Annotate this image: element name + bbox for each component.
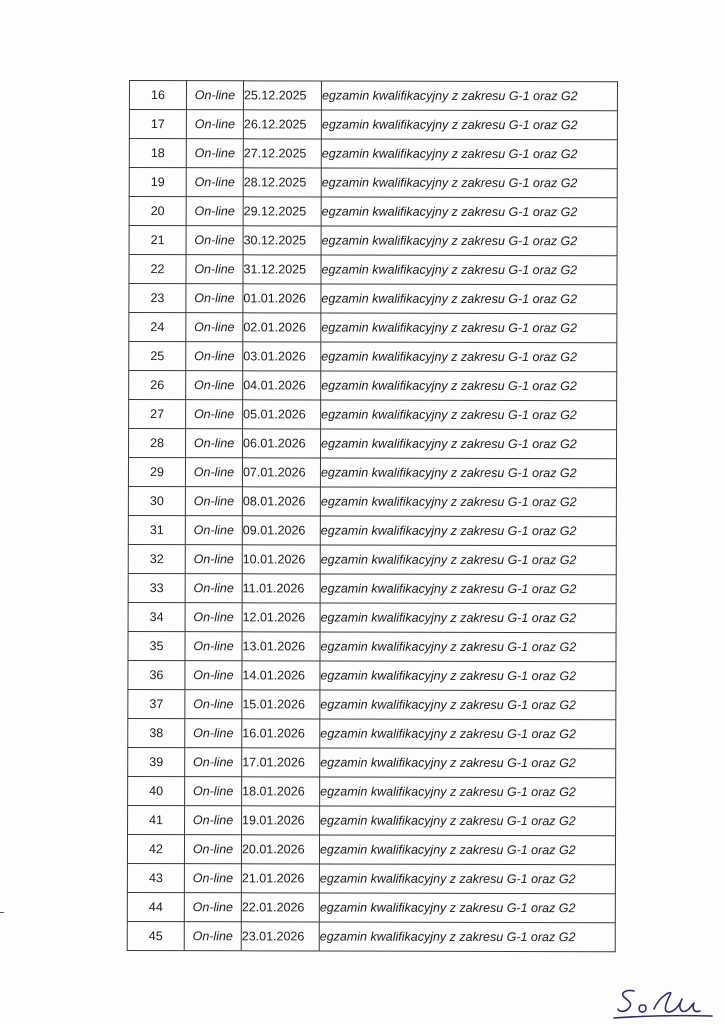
row-number: 22: [129, 255, 186, 284]
exam-date: 03.01.2026: [243, 342, 321, 371]
table-row: [128, 747, 616, 777]
row-number: 32: [128, 544, 185, 573]
exam-description: egzamin kwalifikacyjny z zakresu G-1 oraz G2: [319, 893, 615, 923]
exam-mode: On-line: [186, 371, 243, 400]
exam-mode: On-line: [185, 806, 242, 835]
exam-date: 04.01.2026: [243, 371, 321, 400]
table-row: [129, 226, 617, 256]
exam-description: egzamin kwalifikacyjny z zakresu G-1 oraz G2: [319, 835, 615, 865]
row-number: 40: [128, 776, 185, 805]
table-row: [128, 544, 616, 574]
exam-date: 28.12.2025: [243, 168, 321, 197]
exam-date: 15.01.2026: [242, 690, 320, 719]
exam-mode: On-line: [185, 661, 242, 690]
table-row: [129, 400, 617, 430]
exam-date: 29.12.2025: [243, 197, 321, 226]
exam-description: egzamin kwalifikacyjny z zakresu G-1 oraz G2: [320, 487, 616, 517]
row-number: 27: [129, 400, 186, 429]
row-number: 45: [127, 921, 184, 950]
exam-date: 14.01.2026: [242, 661, 320, 690]
table-row: [128, 805, 616, 835]
table-row: [129, 342, 617, 372]
exam-mode: On-line: [186, 429, 243, 458]
exam-description: egzamin kwalifikacyjny z zakresu G-1 oraz G2: [320, 719, 616, 749]
exam-mode: On-line: [186, 342, 243, 371]
exam-mode: On-line: [185, 719, 242, 748]
exam-date: 11.01.2026: [242, 574, 320, 603]
exam-mode: On-line: [185, 603, 242, 632]
exam-mode: On-line: [184, 893, 241, 922]
exam-date: 22.01.2026: [241, 893, 319, 922]
row-number: 36: [128, 660, 185, 689]
exam-date: 05.01.2026: [243, 400, 321, 429]
exam-date: 09.01.2026: [242, 516, 320, 545]
row-number: 26: [129, 371, 186, 400]
table-row: [129, 168, 617, 198]
exam-description: egzamin kwalifikacyjny z zakresu G-1 oraz G2: [321, 371, 617, 401]
exam-date: 02.01.2026: [243, 313, 321, 342]
exam-mode: On-line: [186, 139, 243, 168]
exam-mode: On-line: [184, 835, 241, 864]
row-number: 18: [129, 139, 186, 168]
table-row: [128, 718, 616, 748]
exam-description: egzamin kwalifikacyjny z zakresu G-1 oraz G2: [320, 777, 616, 807]
exam-description: egzamin kwalifikacyjny z zakresu G-1 oraz G2: [320, 748, 616, 778]
exam-date: 06.01.2026: [243, 429, 321, 458]
exam-mode: On-line: [184, 922, 241, 951]
exam-description: egzamin kwalifikacyjny z zakresu G-1 oraz G2: [319, 864, 615, 894]
row-number: 42: [127, 834, 184, 863]
table-row: [129, 371, 617, 401]
exam-description: egzamin kwalifikacyjny z zakresu G-1 oraz G2: [320, 690, 616, 720]
exam-date: 18.01.2026: [242, 777, 320, 806]
row-number: 38: [128, 718, 185, 747]
exam-description: egzamin kwalifikacyjny z zakresu G-1 oraz G2: [320, 806, 616, 836]
table-row: [128, 602, 616, 632]
exam-date: 12.01.2026: [242, 603, 320, 632]
exam-description: egzamin kwalifikacyjny z zakresu G-1 oraz G2: [321, 110, 617, 140]
row-number: 31: [128, 515, 185, 544]
row-number: 16: [129, 81, 186, 110]
exam-date: 01.01.2026: [243, 284, 321, 313]
exam-date: 27.12.2025: [243, 139, 321, 168]
handwritten-signature: [612, 985, 717, 1021]
row-number: 25: [129, 342, 186, 371]
exam-description: egzamin kwalifikacyjny z zakresu G-1 oraz G2: [321, 284, 617, 314]
table-row: [129, 110, 617, 140]
exam-description: egzamin kwalifikacyjny z zakresu G-1 oraz G2: [320, 516, 616, 546]
scan-edge-mark: [0, 912, 4, 913]
table-row: [129, 429, 617, 459]
table-row: [128, 515, 616, 545]
exam-description: egzamin kwalifikacyjny z zakresu G-1 oraz G2: [320, 545, 616, 575]
exam-mode: On-line: [184, 864, 241, 893]
row-number: 43: [127, 863, 184, 892]
exam-schedule-body: [127, 81, 617, 952]
table-row: [127, 863, 615, 893]
table-row: [129, 139, 617, 169]
exam-description: egzamin kwalifikacyjny z zakresu G-1 oraz G2: [321, 313, 617, 343]
table-row: [127, 892, 615, 922]
exam-date: 07.01.2026: [242, 458, 320, 487]
exam-description: egzamin kwalifikacyjny z zakresu G-1 oraz G2: [321, 197, 617, 227]
exam-description: egzamin kwalifikacyjny z zakresu G-1 oraz G2: [321, 139, 617, 169]
exam-mode: On-line: [186, 226, 243, 255]
exam-date: 17.01.2026: [242, 748, 320, 777]
exam-date: 13.01.2026: [242, 632, 320, 661]
exam-mode: On-line: [185, 458, 242, 487]
exam-mode: On-line: [185, 632, 242, 661]
exam-description: egzamin kwalifikacyjny z zakresu G-1 oraz G2: [320, 632, 616, 662]
table-row: [128, 776, 616, 806]
row-number: 41: [128, 805, 185, 834]
exam-mode: On-line: [186, 400, 243, 429]
table-row: [128, 689, 616, 719]
exam-description: egzamin kwalifikacyjny z zakresu G-1 oraz G2: [321, 226, 617, 256]
row-number: 29: [128, 458, 185, 487]
exam-description: egzamin kwalifikacyjny z zakresu G-1 oraz G2: [319, 922, 615, 952]
row-number: 37: [128, 689, 185, 718]
table-row: [129, 81, 617, 111]
table-row: [129, 284, 617, 314]
exam-description: egzamin kwalifikacyjny z zakresu G-1 oraz G2: [321, 168, 617, 198]
table-row: [128, 573, 616, 603]
exam-description: egzamin kwalifikacyjny z zakresu G-1 oraz G2: [321, 342, 617, 372]
exam-date: 19.01.2026: [242, 806, 320, 835]
exam-date: 08.01.2026: [242, 487, 320, 516]
table-row: [128, 631, 616, 661]
row-number: 17: [129, 110, 186, 139]
exam-date: 31.12.2025: [243, 255, 321, 284]
exam-mode: On-line: [185, 516, 242, 545]
exam-mode: On-line: [186, 197, 243, 226]
exam-mode: On-line: [186, 284, 243, 313]
exam-mode: On-line: [186, 255, 243, 284]
exam-mode: On-line: [185, 748, 242, 777]
exam-description: egzamin kwalifikacyjny z zakresu G-1 oraz G2: [321, 400, 617, 430]
exam-date: 23.01.2026: [241, 922, 319, 951]
table-row: [129, 313, 617, 343]
row-number: 33: [128, 573, 185, 602]
table-row: [129, 255, 617, 285]
exam-mode: On-line: [186, 168, 243, 197]
exam-date: 16.01.2026: [242, 719, 320, 748]
exam-mode: On-line: [186, 110, 243, 139]
exam-description: egzamin kwalifikacyjny z zakresu G-1 oraz G2: [321, 255, 617, 285]
exam-mode: On-line: [185, 690, 242, 719]
exam-mode: On-line: [185, 777, 242, 806]
table-row: [128, 660, 616, 690]
exam-date: 30.12.2025: [243, 226, 321, 255]
table-row: [128, 458, 616, 488]
row-number: 35: [128, 631, 185, 660]
exam-description: egzamin kwalifikacyjny z zakresu G-1 oraz G2: [320, 574, 616, 604]
table-row: [128, 486, 616, 516]
exam-description: egzamin kwalifikacyjny z zakresu G-1 oraz G2: [320, 661, 616, 691]
exam-mode: On-line: [186, 81, 243, 110]
exam-mode: On-line: [185, 574, 242, 603]
row-number: 44: [127, 892, 184, 921]
exam-mode: On-line: [186, 313, 243, 342]
row-number: 24: [129, 313, 186, 342]
exam-mode: On-line: [185, 487, 242, 516]
exam-date: 21.01.2026: [241, 864, 319, 893]
table-row: [127, 921, 615, 951]
row-number: 34: [128, 602, 185, 631]
exam-date: 10.01.2026: [242, 545, 320, 574]
exam-schedule-table: [127, 80, 618, 952]
row-number: 28: [129, 429, 186, 458]
row-number: 21: [129, 226, 186, 255]
exam-description: egzamin kwalifikacyjny z zakresu G-1 oraz G2: [321, 81, 617, 111]
exam-description: egzamin kwalifikacyjny z zakresu G-1 oraz G2: [320, 458, 616, 488]
row-number: 30: [128, 486, 185, 515]
exam-description: egzamin kwalifikacyjny z zakresu G-1 oraz G2: [320, 603, 616, 633]
exam-date: 25.12.2025: [243, 81, 321, 110]
row-number: 39: [128, 747, 185, 776]
exam-date: 26.12.2025: [243, 110, 321, 139]
table-row: [127, 834, 615, 864]
row-number: 20: [129, 197, 186, 226]
exam-date: 20.01.2026: [241, 835, 319, 864]
exam-mode: On-line: [185, 545, 242, 574]
table-row: [129, 197, 617, 227]
row-number: 19: [129, 168, 186, 197]
row-number: 23: [129, 284, 186, 313]
exam-description: egzamin kwalifikacyjny z zakresu G-1 oraz G2: [321, 429, 617, 459]
